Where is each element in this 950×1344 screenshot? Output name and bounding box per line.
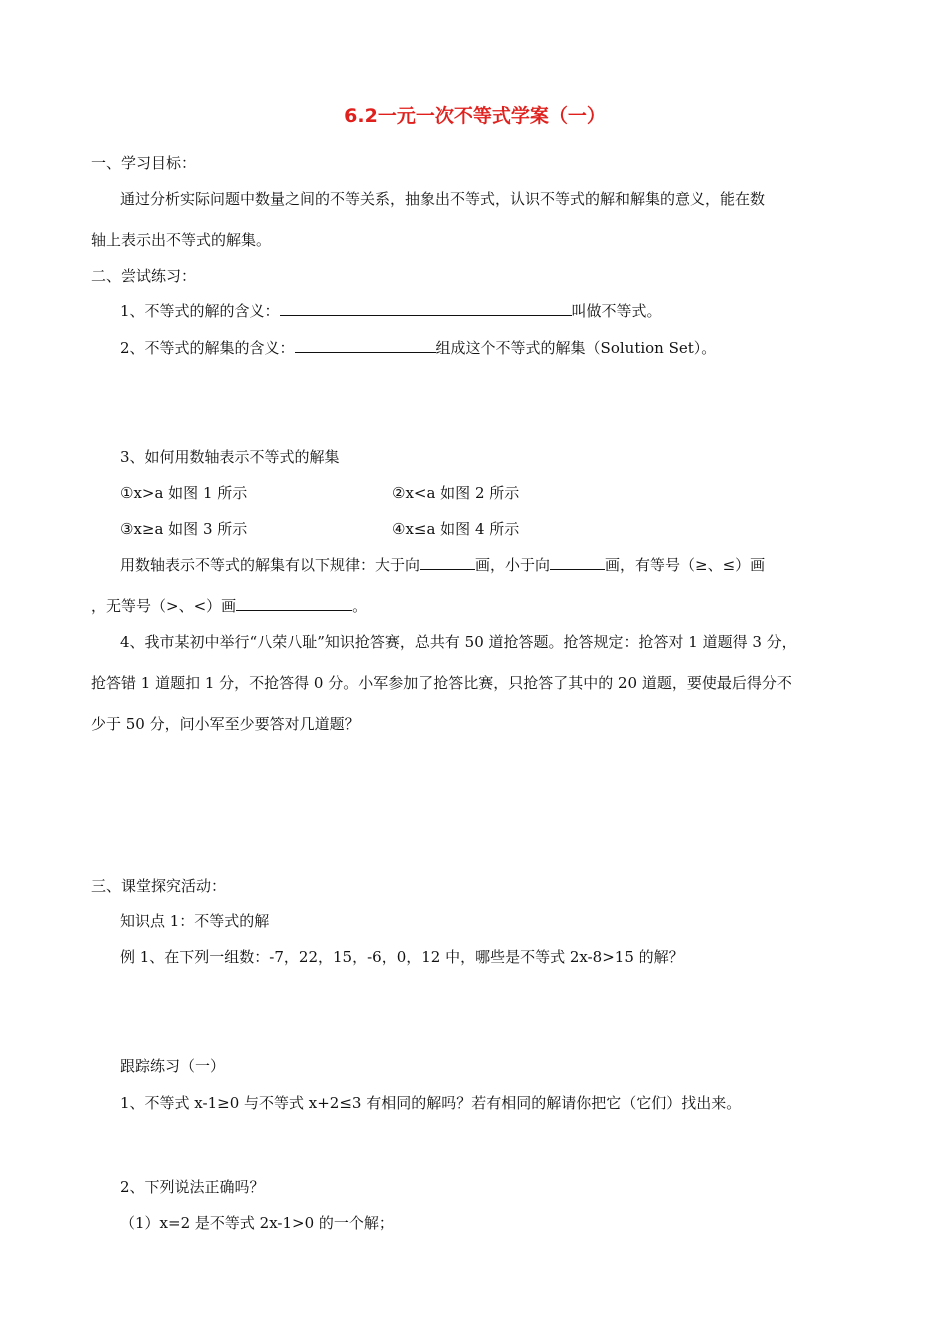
rule-line-1 (120, 555, 765, 575)
answer-blank-greater[interactable] (420, 555, 475, 570)
example-1: 例 1、在下列一组数：-7，22，15，-6，0，12 中，哪些是不等式 2x-8>15 的解？ (120, 948, 684, 966)
section2-heading: 二、尝试练习： (91, 267, 197, 285)
rule-line-2-suffix: 。 (352, 597, 368, 615)
practice-question-2-1: （1）x=2 是不等式 2x-1>0 的一个解； (120, 1214, 394, 1232)
rule-part-2: 画，小于向 (475, 556, 551, 574)
question-3-item-4: ④x≤a 如图 4 所示 (392, 520, 520, 538)
answer-blank-2[interactable] (295, 338, 436, 353)
knowledge-point-1: 知识点 1：不等式的解 (120, 912, 270, 930)
question-4-line-1: 4、我市某初中举行“八荣八耻”知识抢答赛，总共有 50 道抢答题。抢答规定：抢答对 1 道题得 3 分， (120, 633, 797, 651)
question-3-item-2: ②x<a 如图 2 所示 (392, 484, 520, 502)
rule-part-1: 用数轴表示不等式的解集有以下规律：大于向 (120, 556, 421, 574)
practice-question-1: 1、不等式 x-1≥0 与不等式 x+2≤3 有相同的解吗？若有相同的解请你把它（它们）找出来。 (120, 1094, 742, 1112)
section1-heading: 一、学习目标： (91, 154, 197, 172)
rule-line-2-prefix: ，无等号（>、<）画 (91, 597, 237, 615)
practice-title: 跟踪练习（一） (120, 1057, 226, 1075)
question-2 (120, 338, 716, 358)
section1-paragraph-line2: 轴上表示出不等式的解集。 (91, 231, 272, 249)
question-2-suffix: 组成这个不等式的解集（Solution Set）。 (435, 339, 717, 357)
section3-heading: 三、课堂探究活动： (91, 877, 227, 895)
answer-blank-no-equal[interactable] (236, 596, 352, 611)
rule-part-3: 画，有等号（≥、≤）画 (605, 556, 766, 574)
section1-paragraph-line1: 通过分析实际问题中数量之间的不等关系，抽象出不等式，认识不等式的解和解集的意义，能在数 (120, 190, 766, 208)
question-1 (120, 301, 662, 321)
question-1-prefix: 1、不等式的解的含义： (120, 302, 280, 320)
question-3: 3、如何用数轴表示不等式的解集 (120, 448, 340, 466)
answer-blank-less[interactable] (550, 555, 605, 570)
practice-question-2: 2、下列说法正确吗？ (120, 1178, 265, 1196)
question-3-item-3: ③x≥a 如图 3 所示 (120, 520, 248, 538)
question-2-prefix: 2、不等式的解集的含义： (120, 339, 295, 357)
document-title: 6.2一元一次不等式学案（一） (344, 105, 606, 127)
rule-line-2 (91, 596, 367, 616)
question-3-item-1: ①x>a 如图 1 所示 (120, 484, 248, 502)
answer-blank-1[interactable] (280, 301, 572, 316)
question-4-line-3: 少于 50 分，问小军至少要答对几道题？ (91, 715, 360, 733)
question-1-suffix: 叫做不等式。 (571, 302, 662, 320)
question-4-line-2: 抢答错 1 道题扣 1 分，不抢答得 0 分。小军参加了抢答比赛，只抢答了其中的 20 道题，要使最后得分不 (91, 674, 792, 692)
